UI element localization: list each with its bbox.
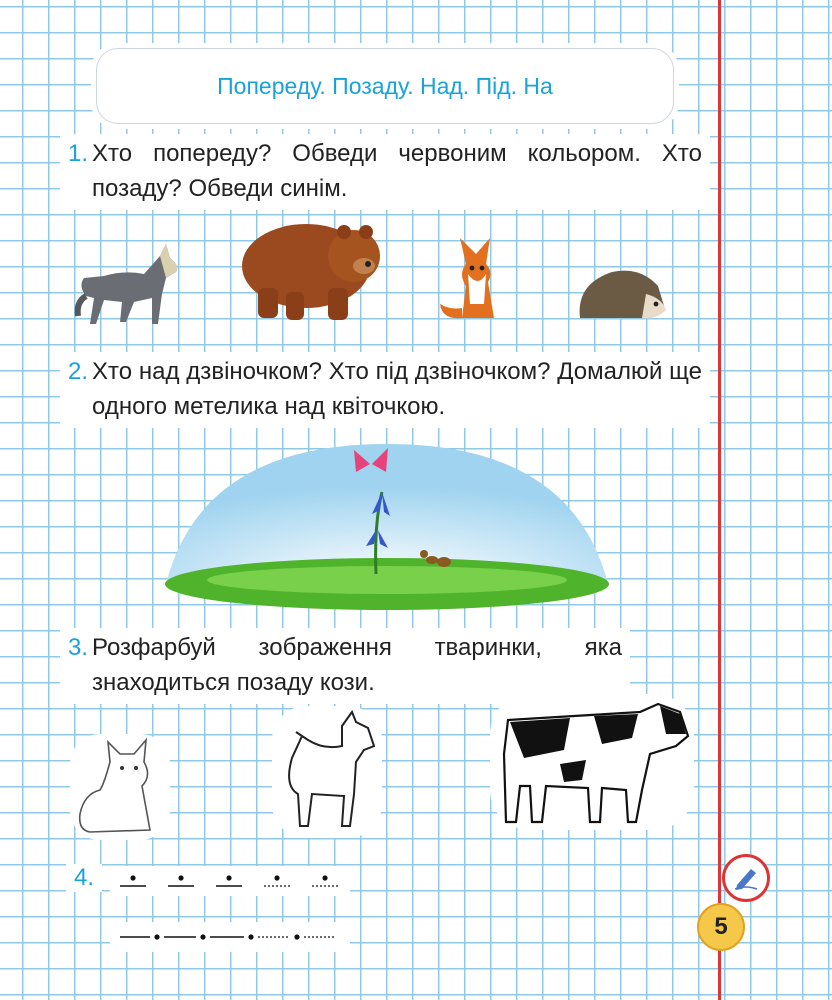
notebook-margin-line	[718, 0, 721, 1000]
task-text: Хто попереду? Обведи червоним кольором. Хто позаду? Обведи синім.	[92, 140, 702, 202]
task-3	[60, 628, 630, 704]
fox-image[interactable]	[436, 234, 516, 324]
page-number: 5	[714, 913, 728, 940]
dot-pattern-row-1	[110, 866, 350, 896]
task-number: 1.	[68, 140, 89, 167]
cat-outline-image[interactable]	[70, 734, 170, 840]
pen-icon	[722, 854, 770, 902]
title-box	[96, 48, 674, 124]
bear-image[interactable]	[236, 214, 384, 324]
task-text: Розфарбуй зображення тваринки, яка знаходиться позаду кози.	[92, 634, 622, 696]
task-number: 3.	[68, 634, 89, 661]
dot-pattern-row-2	[110, 922, 350, 952]
meadow-scene-image	[162, 434, 612, 616]
goat-outline-image[interactable]	[272, 706, 382, 838]
page-number-badge	[697, 903, 745, 951]
task-2	[60, 352, 710, 428]
task-text: Хто над дзвіночком? Хто під дзвіночком? Домалюй ще одного метелика над квіточкою.	[92, 358, 702, 420]
task-number: 2.	[68, 358, 89, 385]
cow-image[interactable]	[490, 694, 694, 830]
task-number: 4.	[66, 864, 102, 892]
hedgehog-image[interactable]	[576, 264, 668, 324]
page-title: Попереду. Позаду. Над. Під. На	[217, 72, 553, 99]
task-1	[60, 134, 710, 210]
wolf-image[interactable]	[74, 236, 184, 328]
